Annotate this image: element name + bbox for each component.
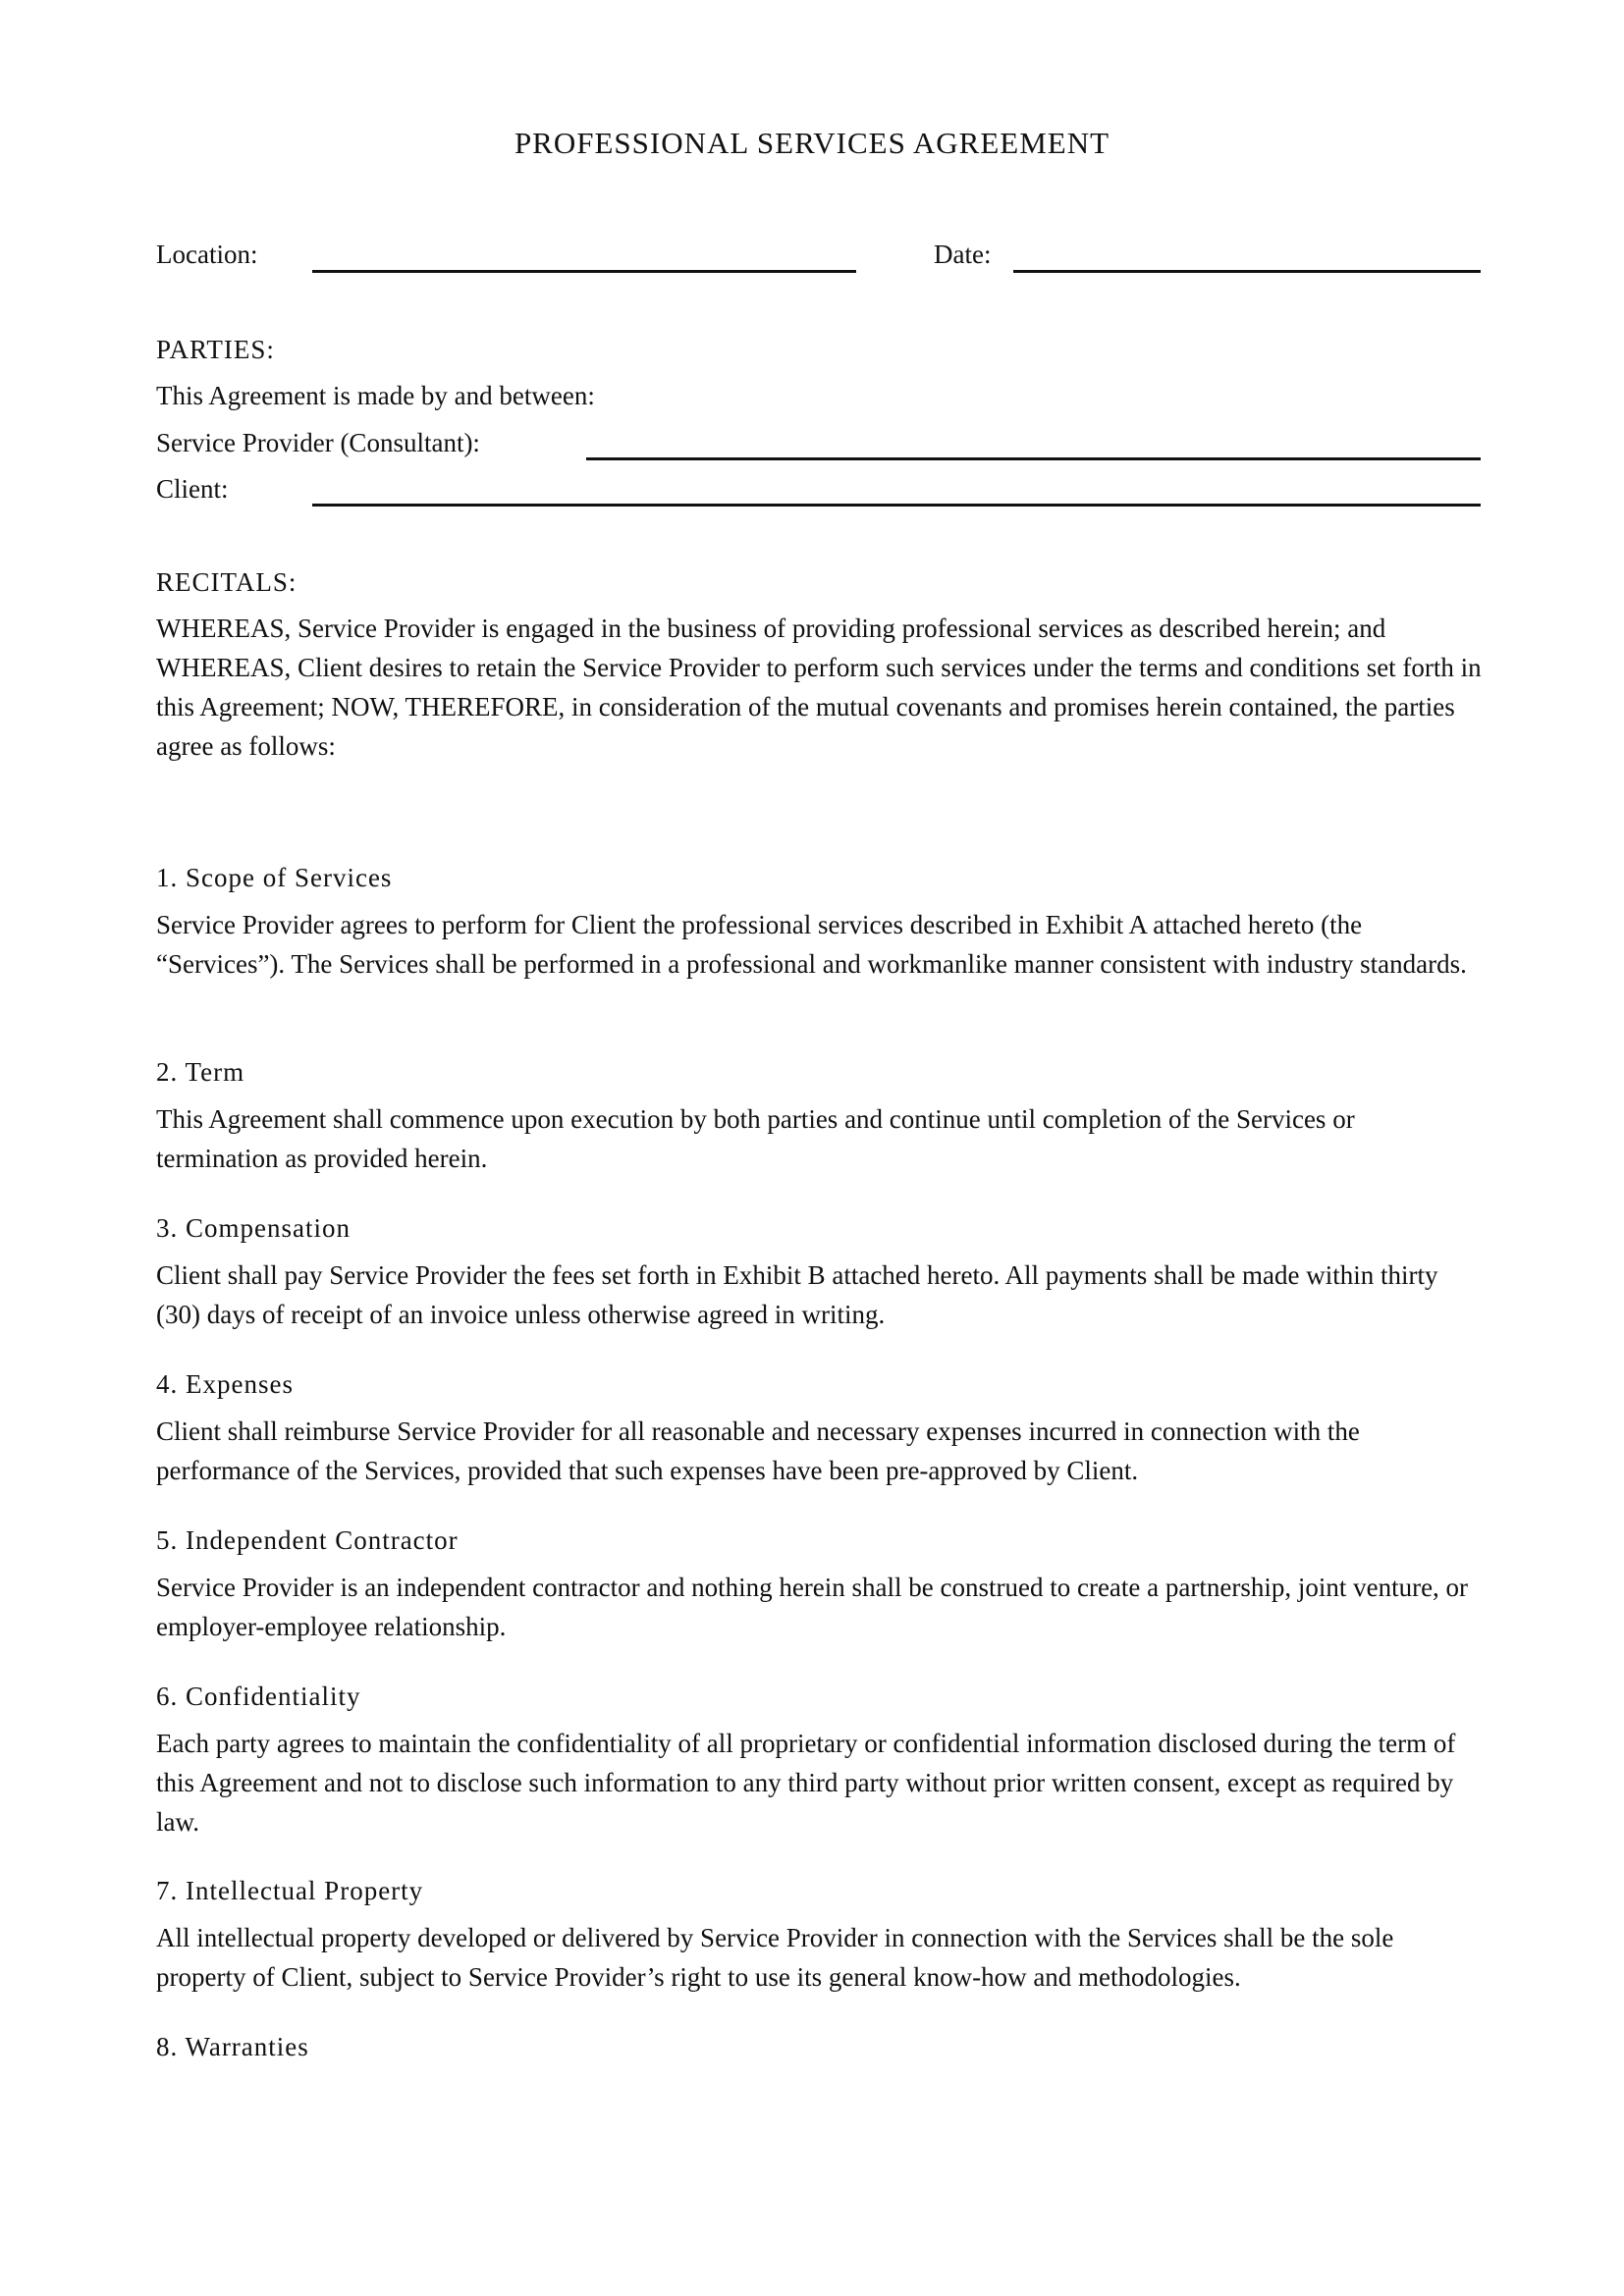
- section-5-text: Service Provider is an independent contractor and nothing herein shall be construed to create a partnership, joint venture, or employer-employee relationship.: [156, 1573, 1469, 1641]
- section-4-heading: 4. Expenses: [156, 1369, 294, 1399]
- location-label: Location:: [156, 240, 258, 269]
- date-label: Date:: [934, 240, 992, 269]
- section-7-text: All intellectual property developed or delivered by Service Provider in connection with the Services shall be the sole property of Client, subject to Service Provider’s right to use its general know-how and methodologies.: [156, 1923, 1394, 1992]
- section-1-text: Service Provider agrees to perform for Client the professional services described in Exhibit A attached hereto (the “Services”). The Services shall be performed in a professional and workmanlike manner consistent with industry standards.: [156, 910, 1467, 979]
- section-6-heading: 6. Confidentiality: [156, 1682, 361, 1711]
- service-provider-field[interactable]: [586, 457, 1481, 460]
- section-3-text: Client shall pay Service Provider the fees set forth in Exhibit B attached hereto. All payments shall be made within thirty (30) days of receipt of an invoice unless otherwise agreed in writing.: [156, 1260, 1438, 1329]
- section-3-heading: 3. Compensation: [156, 1213, 351, 1243]
- parties-heading: PARTIES:: [156, 335, 275, 364]
- section-2-heading: 2. Term: [156, 1057, 245, 1087]
- recitals-text: WHEREAS, Service Provider is engaged in the business of providing professional services as described herein; and WHEREAS, Client desires to retain the Service Provider to perform such services under the terms and conditions set forth in this Agreement; NOW, THEREFORE, in consideration of the mutual covenants and promises herein contained, the parties agree as follows:: [156, 614, 1482, 761]
- location-field[interactable]: [312, 270, 856, 273]
- date-field[interactable]: [1013, 270, 1481, 273]
- document-title: PROFESSIONAL SERVICES AGREEMENT: [514, 126, 1110, 160]
- recitals-heading: RECITALS:: [156, 567, 298, 597]
- section-4-text: Client shall reimburse Service Provider for all reasonable and necessary expenses incurred in connection with the performance of the Services, provided that such expenses have been pre-approved by Client.: [156, 1416, 1360, 1485]
- section-7-heading: 7. Intellectual Property: [156, 1876, 424, 1905]
- section-1-heading: 1. Scope of Services: [156, 863, 393, 892]
- section-8-heading: 8. Warranties: [156, 2032, 309, 2061]
- section-6-text: Each party agrees to maintain the confidentiality of all proprietary or confidential information disclosed during the term of this Agreement and not to disclose such information to any third party without prior written consent, except as required by law.: [156, 1729, 1456, 1837]
- parties-intro: This Agreement is made by and between:: [156, 381, 595, 410]
- section-5-heading: 5. Independent Contractor: [156, 1525, 459, 1555]
- service-provider-label: Service Provider (Consultant):: [156, 428, 480, 457]
- section-2-text: This Agreement shall commence upon execution by both parties and continue until completion of the Services or termination as provided herein.: [156, 1104, 1355, 1173]
- client-field[interactable]: [312, 504, 1481, 507]
- client-label: Client:: [156, 474, 229, 504]
